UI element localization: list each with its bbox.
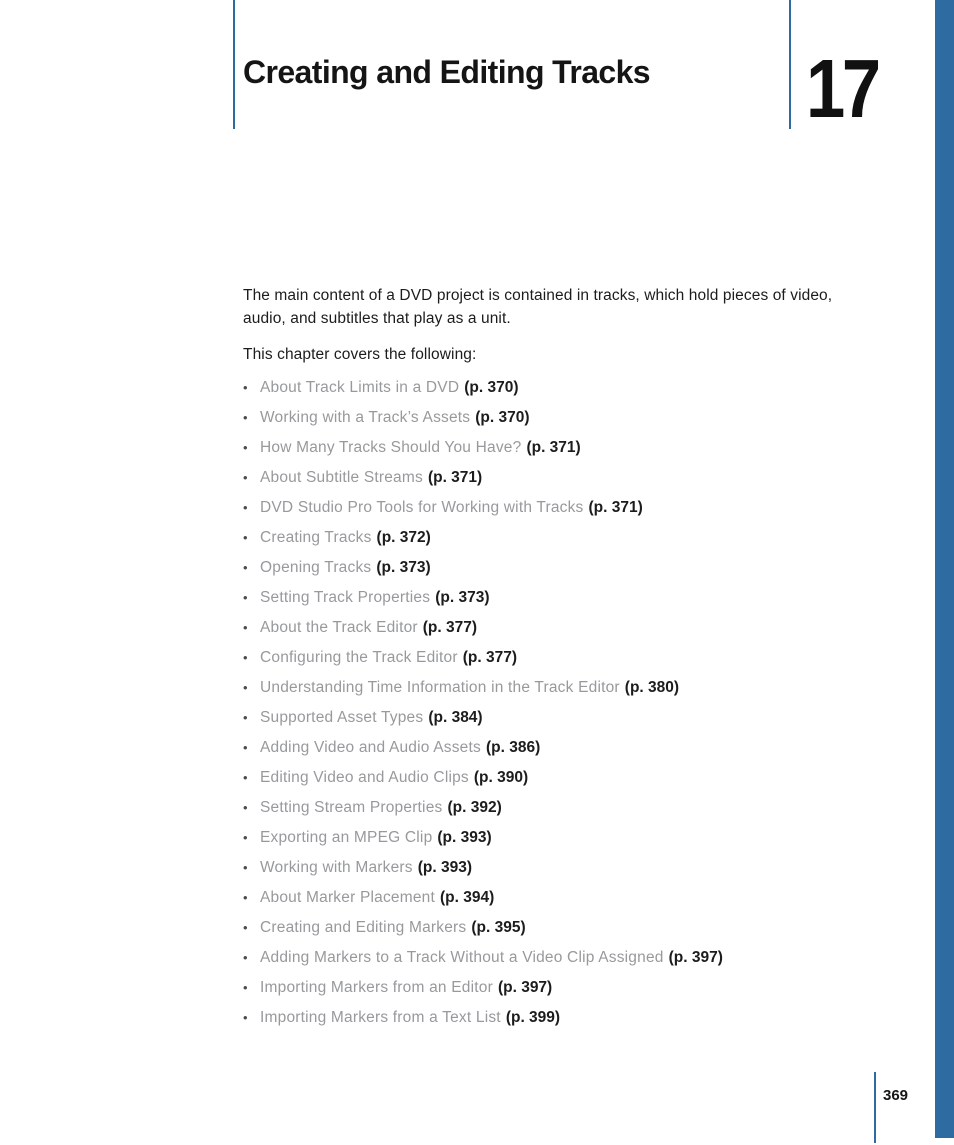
bullet-icon: • bbox=[243, 470, 248, 485]
page-ref: (p. 380) bbox=[624, 679, 680, 696]
toc-link[interactable]: Exporting an MPEG Clip bbox=[260, 829, 433, 846]
toc-item bbox=[243, 466, 859, 496]
page-ref: (p. 393) bbox=[417, 859, 472, 876]
page-ref: (p. 371) bbox=[588, 499, 643, 516]
page-ref: (p. 373) bbox=[376, 559, 431, 576]
page-ref: (p. 373) bbox=[435, 589, 490, 606]
toc-item bbox=[243, 556, 859, 586]
toc-item bbox=[243, 1006, 859, 1036]
toc-item bbox=[243, 946, 859, 976]
page-ref: (p. 395) bbox=[471, 919, 526, 936]
toc-link[interactable]: Opening Tracks bbox=[260, 559, 372, 576]
page-ref: (p. 394) bbox=[439, 889, 495, 906]
accent-bar bbox=[935, 0, 954, 1138]
page-ref: (p. 393) bbox=[437, 829, 492, 846]
bullet-icon: • bbox=[243, 590, 248, 605]
toc-link[interactable]: Editing Video and Audio Clips bbox=[260, 769, 469, 786]
toc-link[interactable]: Adding Markers to a Track Without a Video Clip Assigned bbox=[260, 949, 664, 966]
bullet-icon: • bbox=[243, 410, 248, 425]
page-ref: (p. 384) bbox=[428, 709, 483, 726]
page-number: 369 bbox=[883, 1087, 909, 1104]
toc-item bbox=[243, 646, 859, 676]
toc-item bbox=[243, 916, 859, 946]
bullet-icon: • bbox=[243, 890, 248, 905]
toc-link[interactable]: How Many Tracks Should You Have? bbox=[260, 439, 522, 456]
toc-link[interactable]: About the Track Editor bbox=[260, 619, 418, 636]
toc-item bbox=[243, 586, 859, 616]
bullet-icon: • bbox=[243, 620, 248, 635]
toc-link[interactable]: Working with Markers bbox=[260, 859, 413, 876]
covers-label: This chapter covers the following: bbox=[243, 346, 477, 363]
bullet-icon: • bbox=[243, 860, 248, 875]
toc-link[interactable]: Working with a Track’s Assets bbox=[260, 409, 471, 426]
page-ref: (p. 370) bbox=[475, 409, 530, 426]
bullet-icon: • bbox=[243, 740, 248, 755]
intro-paragraph: The main content of a DVD project is contained in tracks, which hold pieces of video, audio, and subtitles that play as a unit. bbox=[243, 287, 833, 327]
page-ref: (p. 397) bbox=[497, 979, 553, 996]
page-ref: (p. 377) bbox=[422, 619, 478, 636]
bullet-icon: • bbox=[243, 440, 248, 455]
toc-link[interactable]: Importing Markers from an Editor bbox=[260, 979, 493, 996]
toc-link[interactable]: Creating Tracks bbox=[260, 529, 372, 546]
toc-item bbox=[243, 796, 859, 826]
bullet-icon: • bbox=[243, 920, 248, 935]
bullet-icon: • bbox=[243, 770, 248, 785]
page-ref: (p. 371) bbox=[526, 439, 581, 456]
toc-link[interactable]: Adding Video and Audio Assets bbox=[260, 739, 481, 756]
footer-rule bbox=[874, 1072, 876, 1143]
toc-item bbox=[243, 766, 859, 796]
toc-link[interactable]: About Marker Placement bbox=[260, 889, 435, 906]
page-ref: (p. 371) bbox=[427, 469, 483, 486]
toc-item bbox=[243, 706, 859, 736]
toc-link[interactable]: About Track Limits in a DVD bbox=[260, 379, 460, 396]
chapter-title: Creating and Editing Tracks bbox=[243, 54, 651, 90]
page-ref: (p. 399) bbox=[505, 1009, 561, 1026]
page-ref: (p. 370) bbox=[464, 379, 519, 396]
page-ref: (p. 386) bbox=[485, 739, 541, 756]
bullet-icon: • bbox=[243, 650, 248, 665]
chapter-rule-right bbox=[789, 0, 791, 129]
page-ref: (p. 397) bbox=[668, 949, 723, 966]
toc-item bbox=[243, 616, 859, 646]
bullet-icon: • bbox=[243, 1010, 248, 1025]
toc-item bbox=[243, 886, 859, 916]
chapter-content bbox=[243, 284, 859, 1036]
bullet-icon: • bbox=[243, 830, 248, 845]
toc-item bbox=[243, 496, 859, 526]
bullet-icon: • bbox=[243, 500, 248, 515]
bullet-icon: • bbox=[243, 530, 248, 545]
bullet-icon: • bbox=[243, 950, 248, 965]
toc-link[interactable]: DVD Studio Pro Tools for Working with Tracks bbox=[260, 499, 584, 516]
toc-item bbox=[243, 406, 859, 436]
chapter-number: 17 bbox=[806, 42, 878, 135]
toc-item bbox=[243, 856, 859, 886]
toc-link[interactable]: About Subtitle Streams bbox=[260, 469, 423, 486]
toc-item bbox=[243, 526, 859, 556]
bullet-icon: • bbox=[243, 710, 248, 725]
toc-item bbox=[243, 976, 859, 1006]
bullet-icon: • bbox=[243, 980, 248, 995]
page-ref: (p. 377) bbox=[462, 649, 517, 666]
bullet-icon: • bbox=[243, 680, 248, 695]
toc-link[interactable]: Creating and Editing Markers bbox=[260, 919, 467, 936]
toc-link[interactable]: Understanding Time Information in the Track Editor bbox=[260, 679, 620, 696]
toc-item bbox=[243, 376, 859, 406]
bullet-icon: • bbox=[243, 800, 248, 815]
toc-item bbox=[243, 436, 859, 466]
toc-list bbox=[243, 376, 859, 1036]
toc-link[interactable]: Importing Markers from a Text List bbox=[260, 1009, 501, 1026]
toc-item bbox=[243, 736, 859, 766]
toc-link[interactable]: Configuring the Track Editor bbox=[260, 649, 458, 666]
toc-link[interactable]: Setting Track Properties bbox=[260, 589, 431, 606]
toc-link[interactable]: Supported Asset Types bbox=[260, 709, 424, 726]
bullet-icon: • bbox=[243, 380, 248, 395]
page-ref: (p. 392) bbox=[447, 799, 502, 816]
page-ref: (p. 390) bbox=[473, 769, 529, 786]
toc-item bbox=[243, 676, 859, 706]
page-ref: (p. 372) bbox=[376, 529, 431, 546]
bullet-icon: • bbox=[243, 560, 248, 575]
toc-item bbox=[243, 826, 859, 856]
chapter-rule-left bbox=[233, 0, 235, 129]
toc-link[interactable]: Setting Stream Properties bbox=[260, 799, 443, 816]
